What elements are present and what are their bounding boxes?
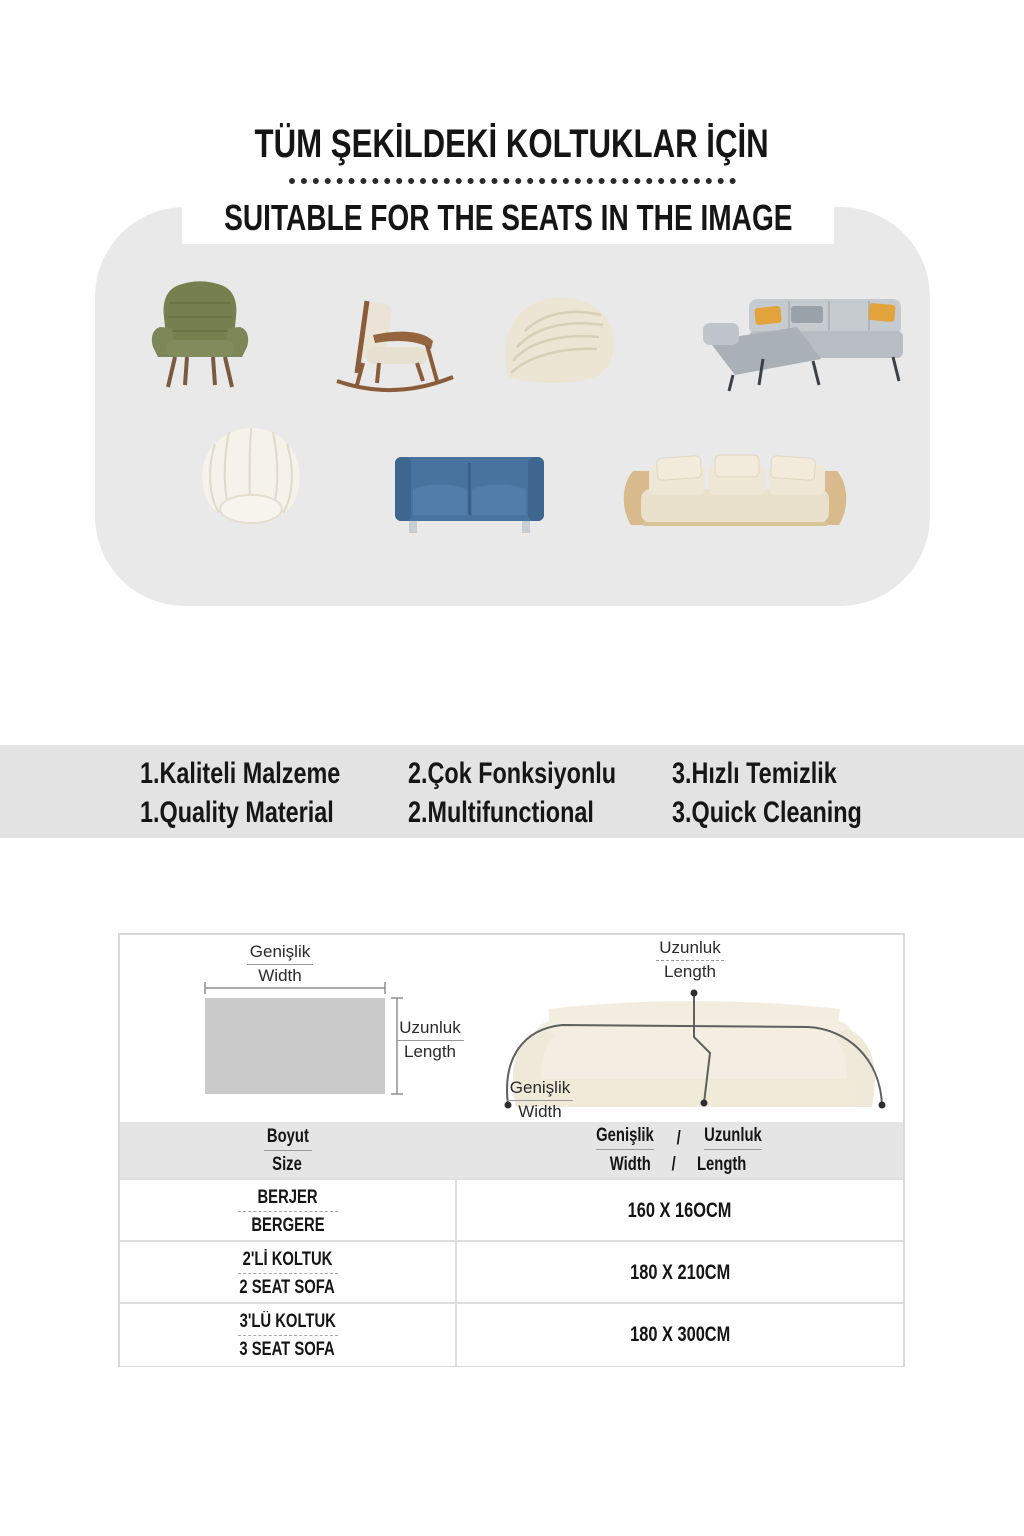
row-divider-line <box>238 1211 338 1212</box>
sofa-width-label-tr: Genişlik <box>507 1077 573 1101</box>
row-name-tr: 2'Lİ KOLTUK <box>242 1248 333 1270</box>
togo-chair-image <box>497 291 622 387</box>
three-seat-sofa-image <box>615 447 855 535</box>
row-name-en: BERGERE <box>250 1214 325 1236</box>
sofa-width-label <box>495 1077 585 1122</box>
feature-quality-tr: 1.Kaliteli Malzeme <box>140 757 341 790</box>
row-size-value: 180 X 210CM <box>629 1261 731 1284</box>
header-width-en: Width <box>610 1153 652 1175</box>
table-row-bergere <box>120 1178 903 1242</box>
flat-width-label-en: Width <box>258 966 302 985</box>
header-size-column <box>120 1122 455 1178</box>
suitable-banner <box>182 192 834 244</box>
feature-cleaning-tr: 3.Hızlı Temizlik <box>672 757 837 790</box>
size-guide-panel <box>118 933 905 1367</box>
title-dotted-divider <box>289 178 736 184</box>
feature-multifunctional-en: 2.Multifunctional <box>408 796 594 829</box>
row-size-cell <box>457 1180 903 1242</box>
row-size-value: 180 X 300CM <box>629 1323 731 1346</box>
pumpkin-chair-image <box>193 421 308 527</box>
row-name-tr: 3'LÜ KOLTUK <box>239 1310 336 1332</box>
sofa-length-label-tr: Uzunluk <box>656 937 723 961</box>
flat-length-label-en: Length <box>404 1042 456 1061</box>
sofa-length-label-en: Length <box>664 962 716 981</box>
green-armchair-image <box>145 279 255 391</box>
feature-multifunctional-tr: 2.Çok Fonksiyonlu <box>408 757 617 790</box>
header-size-tr: Boyut <box>266 1125 309 1147</box>
header-slash-2: / <box>671 1153 676 1175</box>
row-divider-line <box>238 1335 338 1336</box>
header-width-tr: Genişlik <box>597 1125 655 1150</box>
row-divider-line <box>238 1273 338 1274</box>
table-row-2-seat <box>120 1240 903 1304</box>
feature-quality <box>140 754 397 832</box>
header-dimensions-column <box>455 1122 903 1178</box>
rocking-chair-image <box>327 293 462 395</box>
flat-width-label-tr: Genişlik <box>247 941 313 965</box>
furniture-showcase <box>95 207 930 606</box>
features-band <box>0 745 1024 838</box>
size-table-header <box>120 1122 903 1178</box>
header-length-tr: Uzunluk <box>704 1125 762 1150</box>
row-size-value: 160 X 16OCM <box>628 1199 732 1222</box>
row-size-cell <box>457 1242 903 1304</box>
suitable-banner-text: SUITABLE FOR THE SEATS IN THE IMAGE <box>223 197 793 238</box>
row-name-en: 3 SEAT SOFA <box>239 1338 336 1360</box>
page-title-text: TÜM ŞEKİLDEKİ KOLTUKLAR İÇİN <box>254 122 770 166</box>
row-name-en: 2 SEAT SOFA <box>239 1276 336 1298</box>
page-title <box>0 122 1024 167</box>
table-row-3-seat <box>120 1302 903 1366</box>
sofa-length-label <box>635 937 745 982</box>
flat-length-label <box>390 1017 470 1062</box>
feature-cleaning <box>672 754 915 832</box>
row-size-cell <box>457 1304 903 1366</box>
sectional-sofa-image <box>693 281 915 396</box>
header-slash: / <box>676 1127 682 1149</box>
fabric-swatch-rect <box>205 998 385 1094</box>
row-name-cell <box>120 1242 457 1304</box>
two-seat-sofa-image <box>387 445 552 537</box>
feature-multifunctional <box>408 754 675 832</box>
width-arrow <box>205 982 385 994</box>
header-size-en: Size <box>272 1153 303 1175</box>
header-divider-line <box>264 1150 312 1151</box>
sofa-width-label-en: Width <box>518 1102 562 1121</box>
row-name-cell <box>120 1304 457 1366</box>
row-name-tr: BERJER <box>257 1186 318 1208</box>
feature-quality-en: 1.Quality Material <box>140 796 334 829</box>
feature-cleaning-en: 3.Quick Cleaning <box>672 796 862 829</box>
flat-length-label-tr: Uzunluk <box>396 1017 463 1041</box>
header-length-en: Length <box>697 1153 747 1175</box>
row-name-cell <box>120 1180 457 1242</box>
